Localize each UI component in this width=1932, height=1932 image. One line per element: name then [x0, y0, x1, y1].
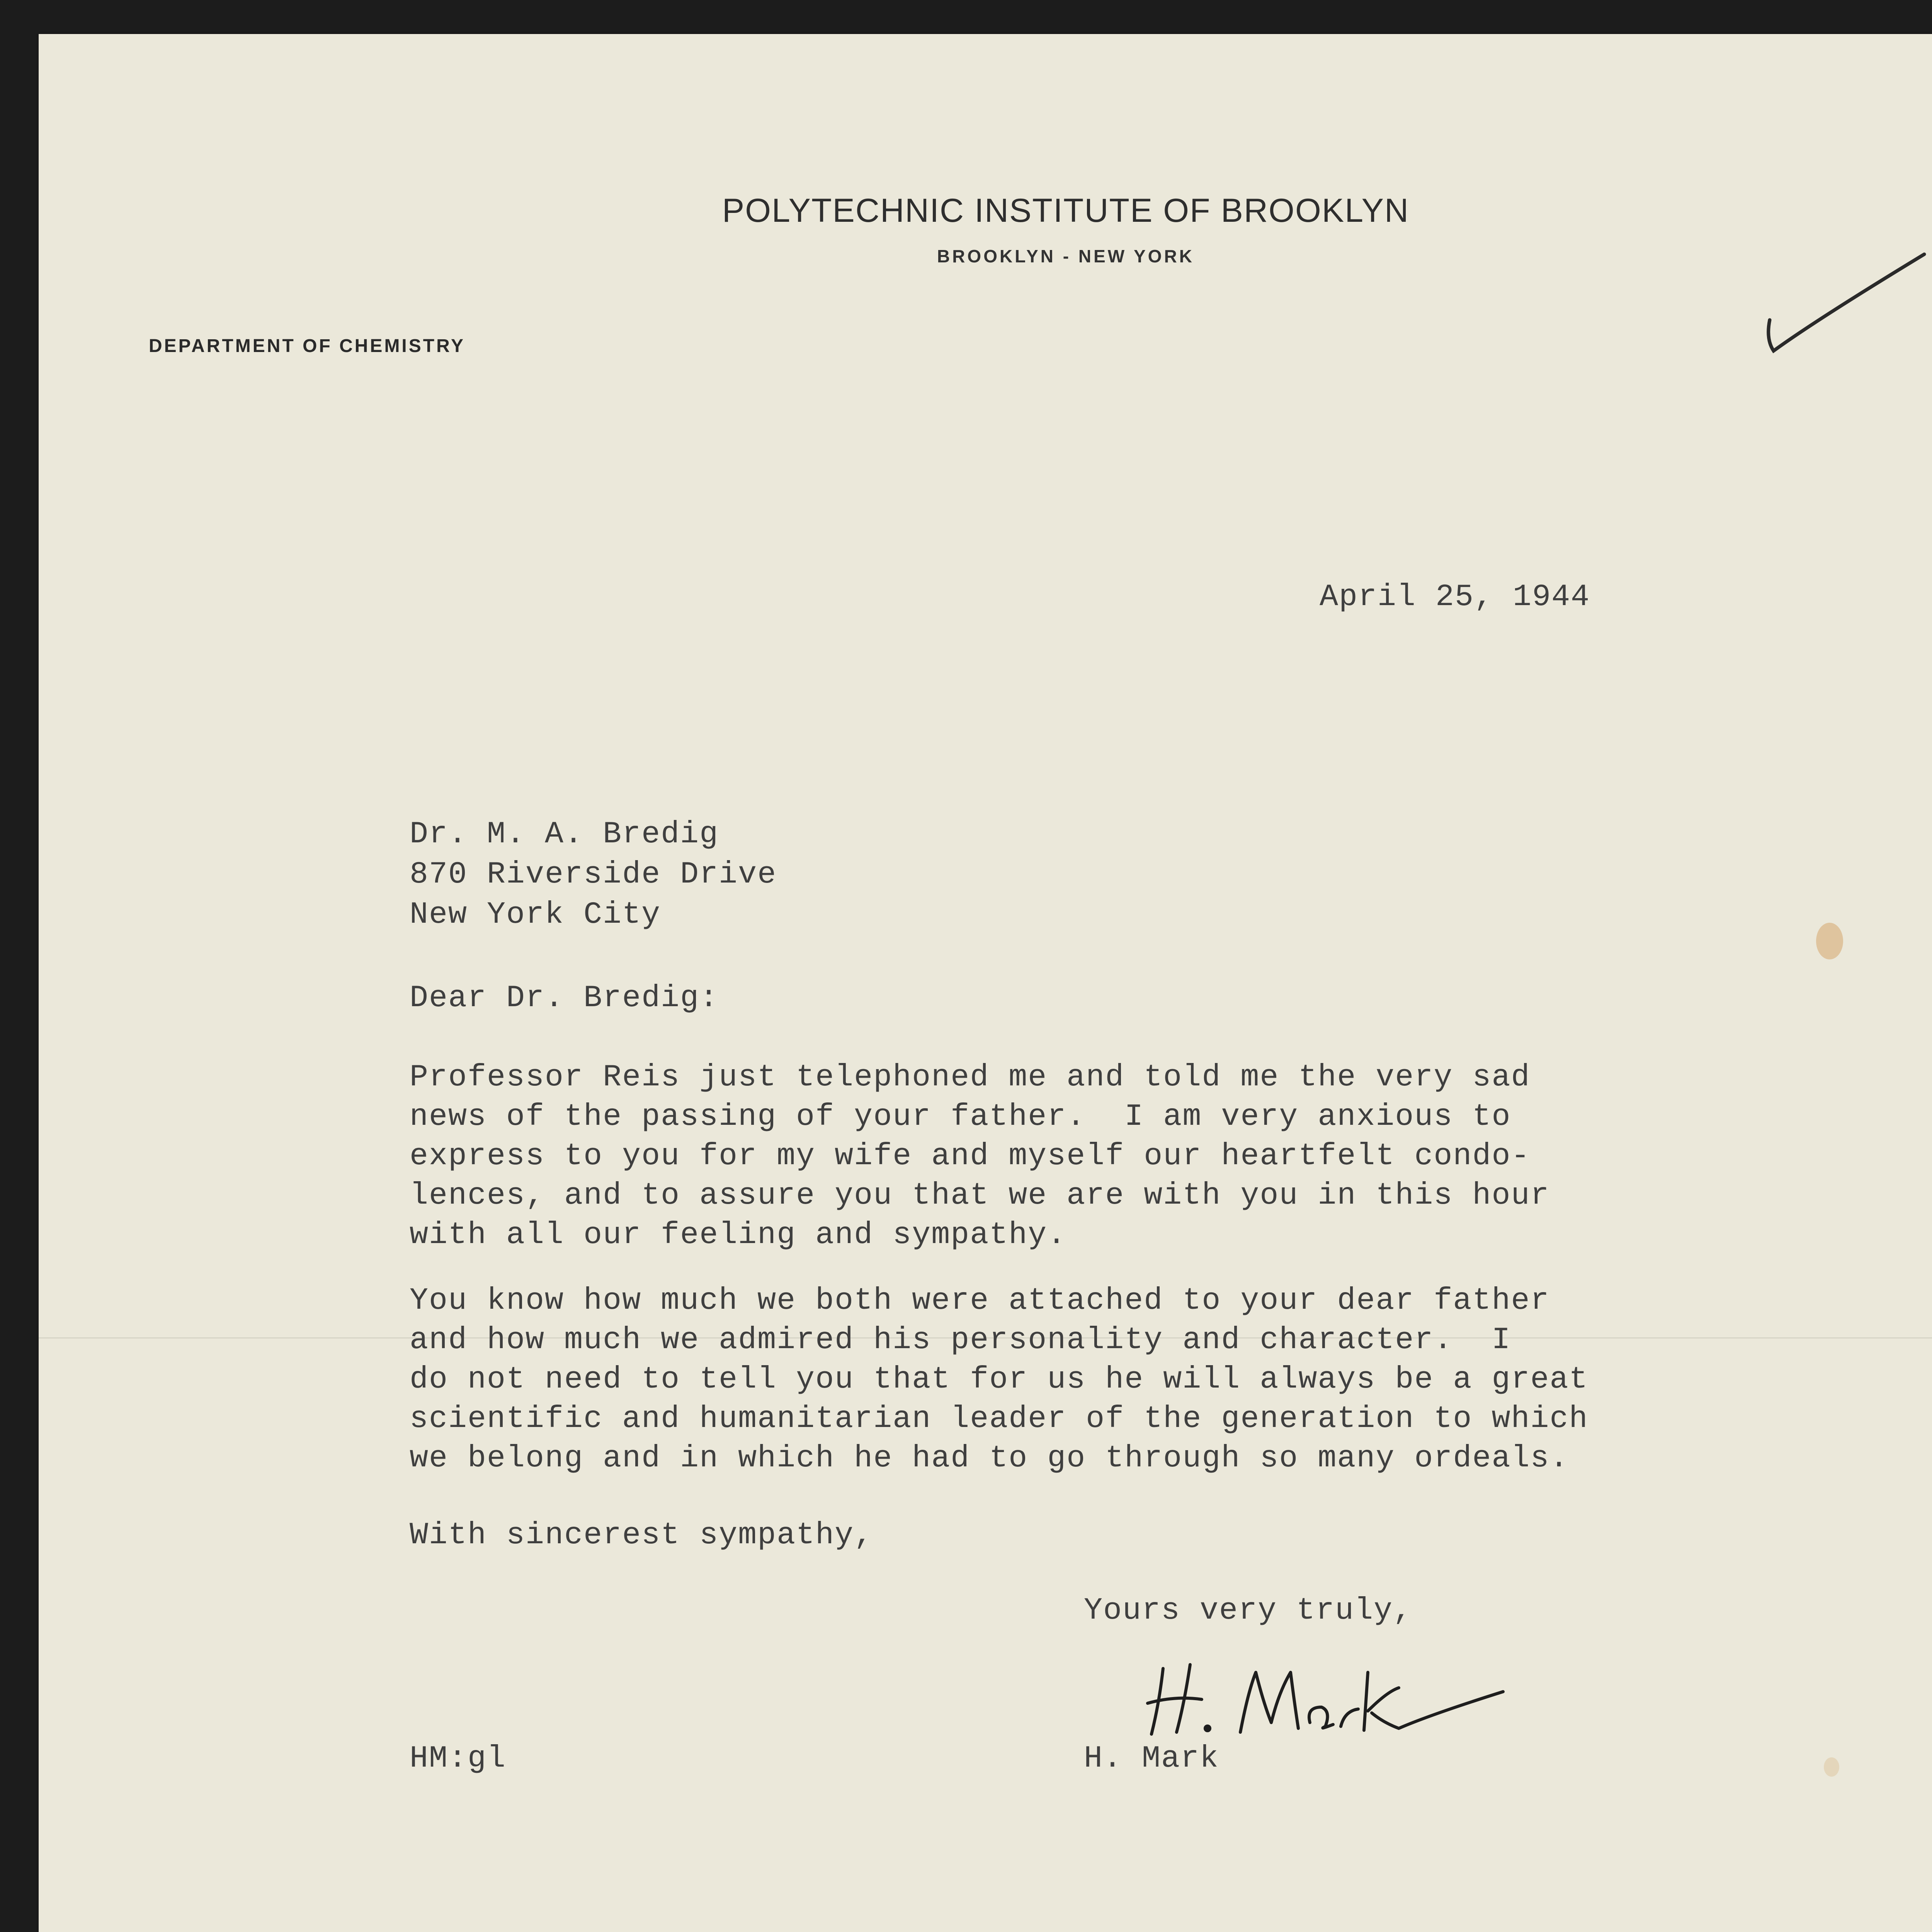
signer-name: H. Mark	[1084, 1741, 1219, 1776]
recipient-street: 870 Riverside Drive	[410, 857, 777, 892]
body-line: scientific and humanitarian leader of the generation to which	[410, 1401, 1588, 1437]
complimentary-close: Yours very truly,	[1084, 1593, 1413, 1628]
recipient-address	[410, 815, 777, 935]
reference-initials: HM:gl	[410, 1741, 507, 1776]
paper-stain	[1816, 923, 1843, 959]
letter-date: April 25, 1944	[1320, 580, 1590, 615]
body-line: with all our feeling and sympathy.	[410, 1218, 1067, 1253]
letter-page	[39, 34, 1932, 1932]
check-mark-icon	[1747, 223, 1932, 370]
letterhead-department: DEPARTMENT OF CHEMISTRY	[149, 336, 465, 356]
closing-line: With sincerest sympathy,	[410, 1518, 874, 1553]
body-line: do not need to tell you that for us he will always be a great	[410, 1362, 1588, 1397]
recipient-city: New York City	[410, 897, 661, 932]
body-line: we belong and in which he had to go through so many ordeals.	[410, 1441, 1569, 1476]
body-line: Professor Reis just telephoned me and told me the very sad	[410, 1060, 1531, 1095]
body-line: You know how much we both were attached to your dear father	[410, 1283, 1550, 1318]
letterhead-institution: POLYTECHNIC INSTITUTE OF BROOKLYN	[722, 192, 1410, 229]
letterhead-location: BROOKLYN - NEW YORK	[937, 246, 1195, 266]
body-line: express to you for my wife and myself our heartfelt condo-	[410, 1139, 1531, 1174]
handwritten-signature	[1136, 1645, 1515, 1746]
salutation: Dear Dr. Bredig:	[410, 981, 719, 1016]
recipient-name: Dr. M. A. Bredig	[410, 817, 719, 852]
body-line: and how much we admired his personality and character. I	[410, 1323, 1511, 1358]
body-line: lences, and to assure you that we are with you in this hour	[410, 1178, 1550, 1213]
body-line: news of the passing of your father. I am very anxious to	[410, 1099, 1511, 1134]
paper-stain	[1824, 1757, 1839, 1777]
body-paragraph-2	[410, 1281, 1588, 1478]
body-paragraph-1	[410, 1058, 1549, 1255]
